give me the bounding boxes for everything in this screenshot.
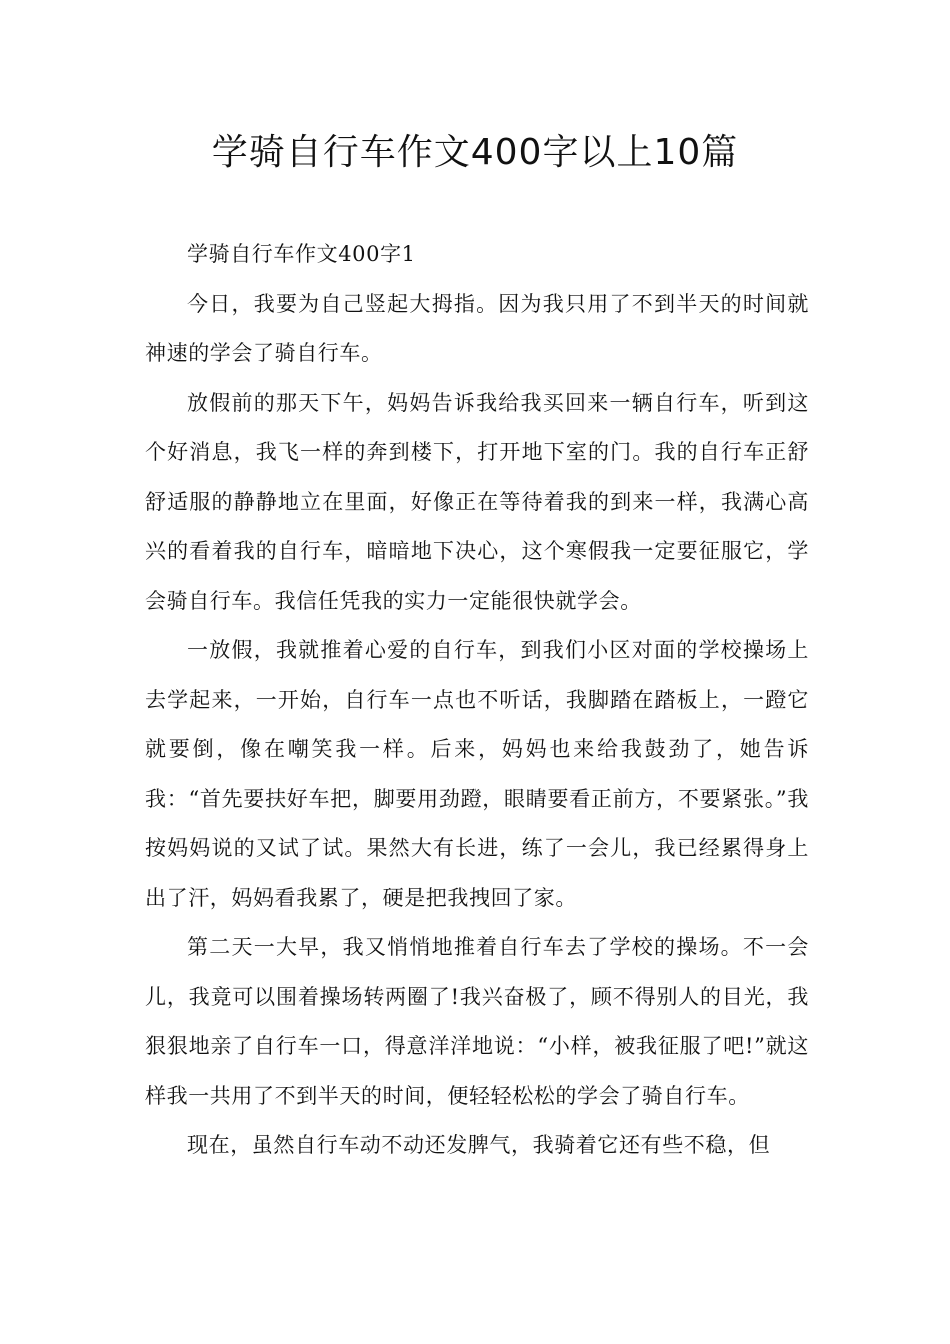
document-title: 学骑自行车作文400字以上10篇 bbox=[211, 132, 739, 173]
paragraph-1: 今日，我要为自己竖起大拇指。因为我只用了不到半天的时间就神速的学会了骑自行车。 bbox=[145, 291, 809, 365]
paragraph-3: 一放假，我就推着心爱的自行车，到我们小区对面的学校操场上去学起来，一开始，自行车一点也不听话，我脚踏在踏板上，一蹬它就要倒，像在嘲笑我一样。后来，妈妈也来给我鼓劲了，她告诉我：“首先要扶好车把，脚要用劲蹬，眼睛要看正前方，不要紧张。”我按妈妈说的又试了试。果然大有长进，练了一会儿，我已经累得身上出了汗，妈妈看我累了，硬是把我拽回了家。 bbox=[145, 638, 809, 910]
paragraph-5: 现在，虽然自行车动不动还发脾气，我骑着它还有些不稳，但 bbox=[187, 1133, 771, 1157]
paragraph-4: 第二天一大早，我又悄悄地推着自行车去了学校的操场。不一会儿，我竟可以围着操场转两圈了!我兴奋极了，顾不得别人的目光，我狠狠地亲了自行车一口，得意洋洋地说：“小样，被我征服了吧!”就这样我一共用了不到半天的时间，便轻轻松松的学会了骑自行车。 bbox=[145, 935, 809, 1108]
document-body bbox=[145, 230, 809, 1171]
section-heading: 学骑自行车作文400字1 bbox=[187, 242, 416, 266]
paragraph-2: 放假前的那天下午，妈妈告诉我给我买回来一辆自行车，听到这个好消息，我飞一样的奔到楼下，打开地下室的门。我的自行车正舒舒适服的静静地立在里面，好像正在等待着我的到来一样，我满心高兴的看着我的自行车，暗暗地下决心，这个寒假我一定要征服它，学会骑自行车。我信任凭我的实力一定能很快就学会。 bbox=[145, 390, 809, 613]
